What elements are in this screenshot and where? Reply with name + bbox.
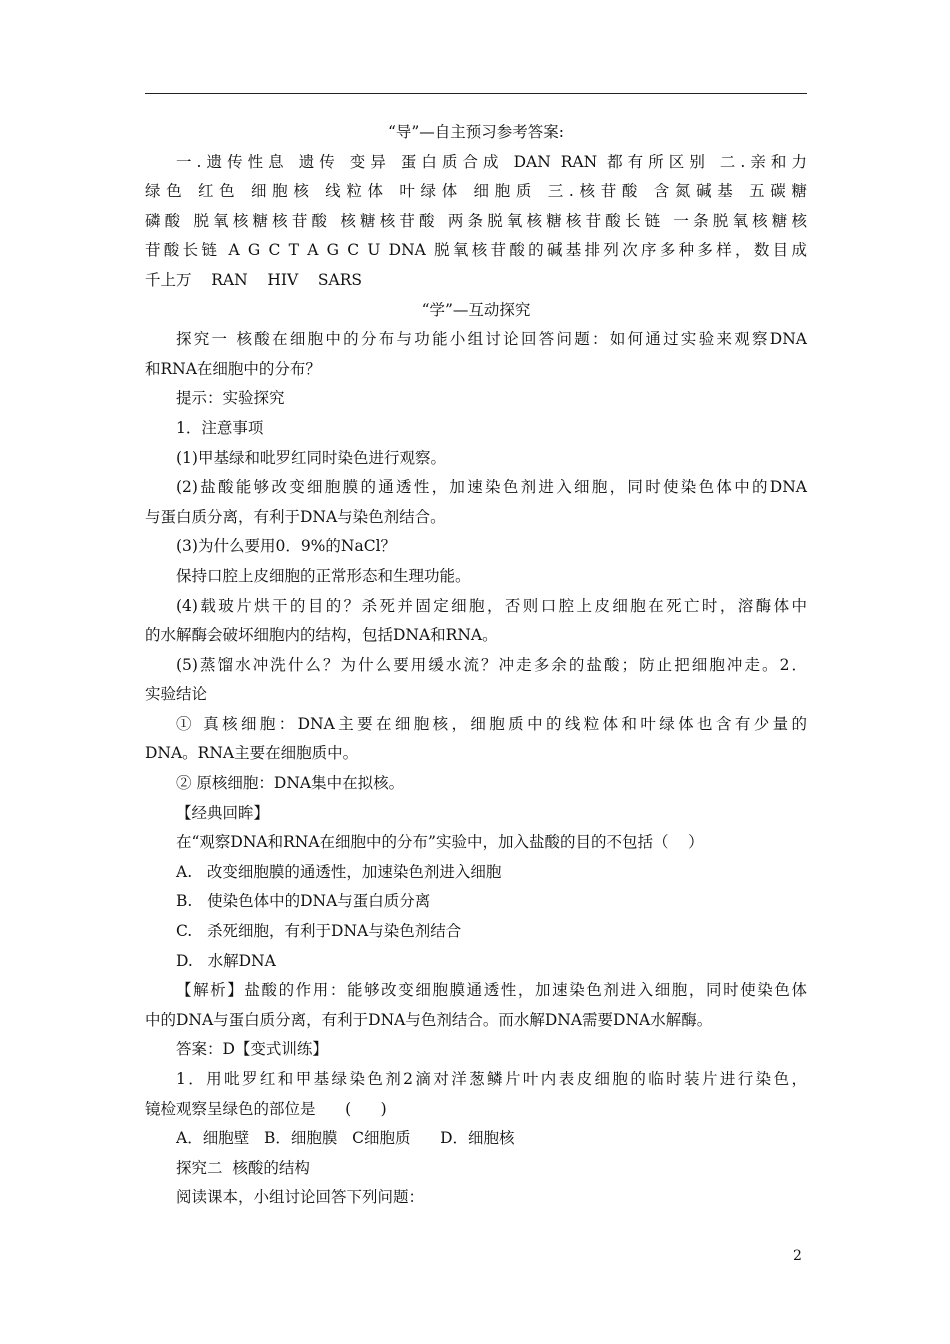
option-c: C. 杀死细胞，有利于DNA与染色剂结合 [176, 922, 462, 941]
paragraph-line: (3)为什么要用0．9%的NaCl？ [176, 537, 397, 556]
answer-line: 绿色 红色 细胞核 线粒体 叶绿体 细胞质 三.核苷酸 含氮碱基 五碳糖 [145, 182, 807, 201]
option-a: A. 改变细胞膜的通透性，加速染色剂进入细胞 [176, 862, 502, 881]
question-stem: 在“观察DNA和RNA在细胞中的分布”实验中，加入盐酸的目的不包括（ ） [176, 833, 704, 852]
document-body [145, 118, 807, 1213]
paragraph-line: 与蛋白质分离，有利于DNA与染色剂结合。 [145, 507, 446, 526]
answer-line: 苷酸长链 A G C T A G C U DNA 脱氧核苷酸的碱基排列次序多种多样，数目成 [145, 241, 807, 260]
paragraph-line: 实验结论 [145, 685, 208, 704]
paragraph-line: 阅读课本，小组讨论回答下列问题： [176, 1188, 425, 1207]
paragraph-line: (5)蒸馏水冲洗什么？为什么要用缓水流？冲走多余的盐酸；防止把细胞冲走。2． [176, 655, 807, 674]
paragraph-line: 保持口腔上皮细胞的正常形态和生理功能。 [176, 566, 471, 585]
paragraph-line: 探究一 核酸在细胞中的分布与功能小组讨论回答问题：如何通过实验来观察DNA [176, 330, 807, 349]
paragraph-line: (4)载玻片烘干的目的？杀死并固定细胞，否则口腔上皮细胞在死亡时，溶酶体中 [176, 596, 807, 615]
paragraph-line: (1)甲基绿和吡罗红同时染色进行观察。 [176, 448, 446, 467]
answer-line: 磷酸 脱氧核糖核苷酸 核糖核苷酸 两条脱氧核糖核苷酸长链 一条脱氧核糖核 [145, 211, 807, 230]
exercise-stem: 1．用吡罗红和甲基绿染色剂2滴对洋葱鳞片叶内表皮细胞的临时装片进行染色， [176, 1070, 807, 1088]
paragraph-line: ① 真核细胞：DNA主要在细胞核，细胞质中的线粒体和叶绿体也含有少量的 [176, 714, 807, 733]
paragraph-line: 的水解酶会破坏细胞内的结构，包括DNA和RNA。 [145, 626, 498, 645]
answer-and-variant-heading: 答案：D【变式训练】 [176, 1040, 328, 1059]
paragraph-line: (2)盐酸能够改变细胞膜的通透性，加速染色剂进入细胞，同时使染色体中的DNA [176, 478, 807, 497]
analysis-line: 中的DNA与蛋白质分离，有利于DNA与色剂结合。而水解DNA需要DNA水解酶。 [145, 1010, 713, 1029]
paragraph-line: 和RNA在细胞中的分布？ [145, 359, 321, 378]
answer-line: 千上万 RAN HIV SARS [145, 270, 362, 289]
analysis-line: 【解析】盐酸的作用：能够改变细胞膜通透性，加速染色剂进入细胞，同时使染色体 [176, 981, 807, 1000]
subheading-classic-review: 【经典回眸】 [176, 803, 270, 822]
paragraph-line: ② 原核细胞：DNA集中在拟核。 [176, 774, 405, 793]
option-d: D. 水解DNA [176, 951, 276, 970]
subheading-inquiry-two: 探究二 核酸的结构 [176, 1158, 310, 1177]
exercise-options: A．细胞壁 B．细胞膜 C细胞质 D．细胞核 [176, 1129, 515, 1148]
paragraph-line: 提示：实验探究 [176, 389, 285, 408]
paragraph-line: DNA。RNA主要在细胞质中。 [145, 744, 359, 763]
option-b: B. 使染色体中的DNA与蛋白质分离 [176, 892, 431, 911]
answer-line: 一.遗传性息 遗传 变异 蛋白质合成 DAN RAN 都有所区别 二.亲和力 [176, 152, 807, 171]
section-heading-guide: “导”—自主预习参考答案: [387, 123, 565, 141]
page-number: 2 [793, 1248, 802, 1264]
paragraph-line: 1．注意事项 [176, 418, 264, 437]
header-rule [145, 93, 807, 94]
section-heading-learn: “学”—互动探究 [421, 300, 531, 319]
exercise-stem: 镜检观察呈绿色的部位是 ( ) [145, 1099, 387, 1118]
